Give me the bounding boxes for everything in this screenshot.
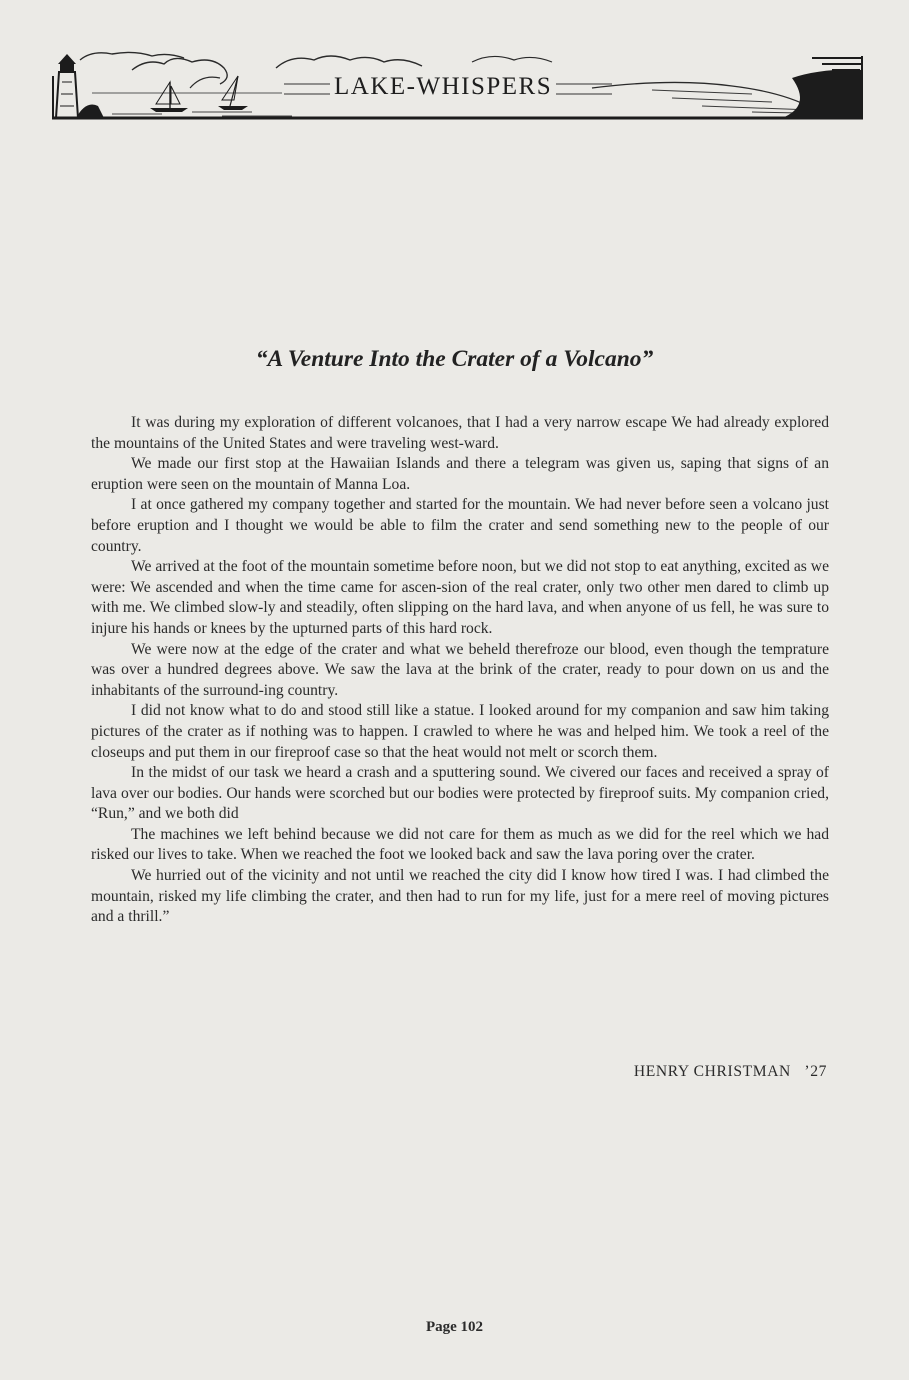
paragraph: I did not know what to do and stood still like a statue. I looked around for my companion and saw him taking pictures of the crater as if nothing was to happen. I crawled to where he was and helped him. We took a reel of the closeups and put them in our fireproof case so that the heat would not melt or scorch them. xyxy=(91,702,829,761)
page-number: Page 102 xyxy=(425,1319,484,1335)
header-banner xyxy=(52,48,863,120)
article-body xyxy=(91,413,829,928)
paragraph: I at once gathered my company together and started for the mountain. We had never before seen a volcano just before eruption and I thought we would be able to film the crater and send something new to the people of our country. xyxy=(91,496,829,555)
paragraph: The machines we left behind because we did not care for them as much as we did for the reel which we had risked our lives to take. When we reached the foot we looked back and saw the lava poring over the crater. xyxy=(91,825,829,864)
banner-title: LAKE-WHISPERS xyxy=(330,74,556,99)
paragraph: We made our first stop at the Hawaiian Islands and there a telegram was given us, saping that signs of an eruption were seen on the mountain of Manna Loa. xyxy=(91,455,829,493)
paragraph: We were now at the edge of the crater and what we beheld therefroze our blood, even though the temprature was over a hundred degrees above. We saw the lava at the brink of the crater, ready to pour down on us and the inhabitants of the surround-ing country. xyxy=(91,640,829,699)
article-title: “A Venture Into the Crater of a Volcano” xyxy=(255,346,654,372)
paragraph: In the midst of our task we heard a crash and a sputtering sound. We civered our faces and received a spray of lava over our bodies. Our hands were scorched but our bodies were protected by fireproof suits. My companion cried, “Run,” and we both did xyxy=(91,764,829,823)
paragraph: We arrived at the foot of the mountain sometime before noon, but we did not stop to eat anything, excited as we were: We ascended and when the time came for ascen-sion of the real crater, only two other men dared to climb up with me. We climbed slow-ly and steadily, often slipping on the hard lava, and when anyone of us fell, he was sure to injure his hands or knees by the upturned parts of this hard rock. xyxy=(91,558,829,637)
lighthouse-icon xyxy=(56,54,104,118)
author-byline: HENRY CHRISTMAN ’27 xyxy=(633,1063,827,1080)
paragraph: We hurried out of the vicinity and not until we reached the city did I know how tired I was. I had climbed the mountain, risked my life climbing the crater, and then had to run for my life, just for a mere reel of moving pictures and a thrill.” xyxy=(91,867,829,926)
sailboat-icon xyxy=(150,82,188,112)
paragraph: It was during my exploration of different volcanoes, that I had a very narrow escape We had already explored the mountains of the United States and were traveling west-ward. xyxy=(91,414,829,452)
